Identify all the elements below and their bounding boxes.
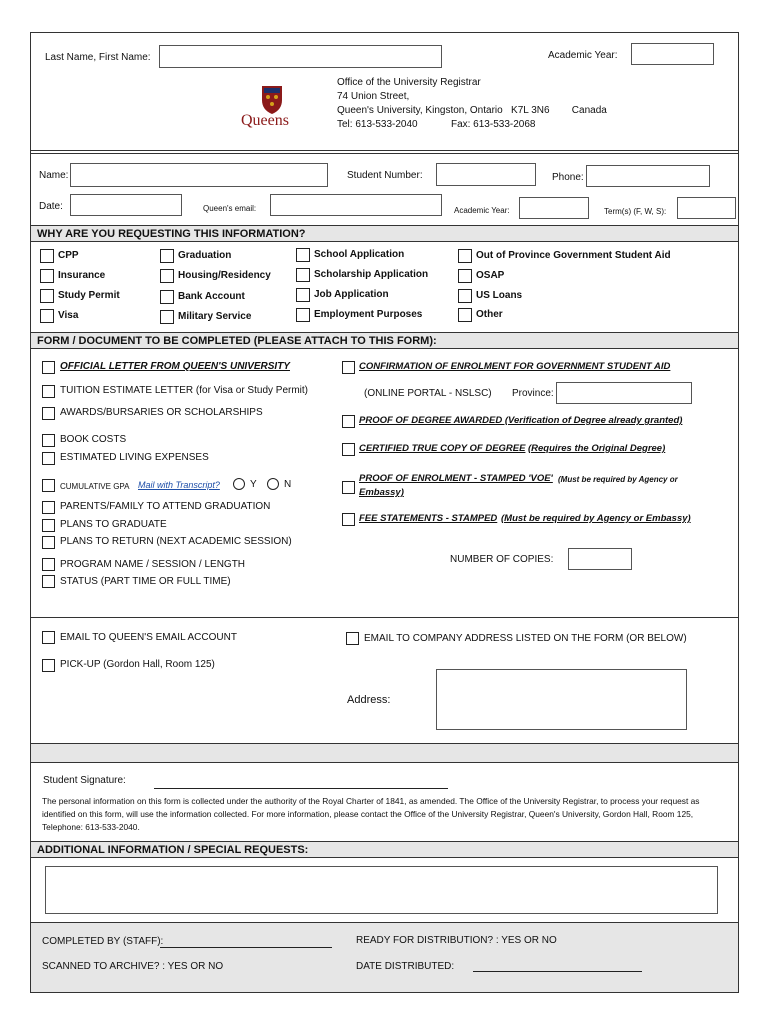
label-parents-family: PARENTS/FAMILY TO ATTEND GRADUATION [60, 501, 271, 512]
last-first-name-label: Last Name, First Name: [45, 52, 151, 63]
address-line-city: Queen's University, Kingston, Ontario K7L 3N6 Canada [337, 105, 607, 116]
scanned-archive-label: SCANNED TO ARCHIVE? : YES OR NO [42, 961, 224, 972]
checkbox-employment[interactable] [296, 308, 310, 322]
student-academic-year-label: Academic Year: [454, 206, 510, 215]
documents-heading: FORM / DOCUMENT TO BE COMPLETED (PLEASE ATTACH TO THIS FORM): [31, 332, 738, 349]
label-employment: Employment Purposes [314, 309, 423, 320]
checkbox-out-of-province-aid[interactable] [458, 249, 472, 263]
radio-yes-label: Y [250, 479, 257, 490]
phone-field[interactable] [586, 165, 710, 187]
checkbox-graduation[interactable] [160, 249, 174, 263]
label-proof-enrolment-note: (Must be required by Agency or [558, 475, 678, 484]
ready-distribution-label: READY FOR DISTRIBUTION? : YES OR NO [356, 935, 557, 946]
checkbox-us-loans[interactable] [458, 289, 472, 303]
label-insurance: Insurance [58, 270, 106, 281]
checkbox-parents-family[interactable] [42, 501, 55, 514]
radio-no-label: N [284, 479, 292, 490]
label-certified-copy: CERTIFIED TRUE COPY OF DEGREE [359, 443, 526, 454]
date-distributed-label: DATE DISTRIBUTED: [356, 961, 455, 972]
checkbox-housing[interactable] [160, 269, 174, 283]
checkbox-official-letter[interactable] [42, 361, 55, 374]
section-divider-delivery [30, 617, 739, 618]
label-cpp: CPP [58, 250, 79, 261]
checkbox-other[interactable] [458, 308, 472, 322]
radio-transcript-yes[interactable] [233, 478, 245, 490]
label-official-letter: OFFICIAL LETTER FROM QUEEN'S UNIVERSITY [60, 361, 290, 372]
checkbox-pickup[interactable] [42, 659, 55, 672]
date-label: Date: [39, 201, 63, 212]
label-program-name: PROGRAM NAME / SESSION / LENGTH [60, 559, 246, 570]
header-academic-year-field[interactable] [631, 43, 714, 65]
label-status: STATUS (PART TIME OR FULL TIME) [60, 576, 231, 587]
signature-line[interactable] [154, 788, 448, 789]
student-academic-year-field[interactable] [519, 197, 589, 219]
label-job-application: Job Application [314, 289, 389, 300]
copies-label: NUMBER OF COPIES: [450, 554, 554, 565]
label-fee-statements: FEE STATEMENTS - STAMPED [359, 513, 498, 524]
label-scholarship-application: Scholarship Application [314, 269, 429, 280]
signature-label: Student Signature: [43, 775, 126, 786]
privacy-notice: The personal information on this form is collected under the authority of the Royal Charter of 1841, as amended. The Office of the University Registrar, to process your request as identified on this form, will use the information collected. For more information, please contact the Office of the University Registrar, Queen's University, Gordon Hall, Room 125, Telephone: 613-533-2040. [42, 796, 700, 832]
checkbox-book-costs[interactable] [42, 434, 55, 447]
additional-heading: ADDITIONAL INFORMATION / SPECIAL REQUESTS: [31, 841, 738, 858]
checkbox-awards[interactable] [42, 407, 55, 420]
header-academic-year-label: Academic Year: [548, 50, 618, 61]
registrar-address [337, 76, 607, 132]
completed-by-line[interactable] [160, 947, 332, 948]
checkbox-insurance[interactable] [40, 269, 54, 283]
label-proof-degree: PROOF OF DEGREE AWARDED (Verification of Degree already granted) [359, 415, 683, 426]
address-line-office: Office of the University Registrar [337, 77, 481, 88]
label-email-queens: EMAIL TO QUEEN'S EMAIL ACCOUNT [60, 632, 237, 643]
province-label: Province: [512, 388, 554, 399]
checkbox-cumulative-gpa[interactable] [42, 479, 55, 492]
label-awards: AWARDS/BURSARIES OR SCHOLARSHIPS [60, 407, 263, 418]
label-proof-enrolment: PROOF OF ENROLMENT - STAMPED 'VOE' [359, 473, 553, 484]
checkbox-confirmation-enrolment[interactable] [342, 361, 355, 374]
checkbox-study-permit[interactable] [40, 289, 54, 303]
queens-logo-text: Queens [241, 112, 289, 129]
name-label: Name: [39, 170, 69, 181]
phone-label: Phone: [552, 172, 584, 183]
checkbox-military[interactable] [160, 310, 174, 324]
copies-field[interactable] [568, 548, 632, 570]
label-out-of-province-aid: Out of Province Government Student Aid [476, 250, 671, 261]
address-field[interactable] [436, 669, 687, 730]
label-us-loans: US Loans [476, 290, 523, 301]
queens-email-label: Queen's email: [203, 204, 257, 213]
checkbox-plans-graduate[interactable] [42, 519, 55, 532]
staff-section [31, 922, 738, 992]
label-confirmation-enrolment: CONFIRMATION OF ENROLMENT FOR GOVERNMENT STUDENT AID [359, 361, 671, 372]
checkbox-job-application[interactable] [296, 288, 310, 302]
date-distributed-line[interactable] [473, 971, 642, 972]
section-divider [30, 150, 739, 154]
checkbox-osap[interactable] [458, 269, 472, 283]
checkbox-fee-statements[interactable] [342, 513, 355, 526]
checkbox-program-name[interactable] [42, 558, 55, 571]
checkbox-school-application[interactable] [296, 248, 310, 262]
label-study-permit: Study Permit [58, 290, 120, 301]
address-line-phone: Tel: 613-533-2040 Fax: 613-533-2068 [337, 119, 536, 130]
why-heading: WHY ARE YOU REQUESTING THIS INFORMATION? [31, 225, 738, 242]
label-bank-account: Bank Account [178, 291, 245, 302]
label-cumulative-gpa: CUMULATIVE GPA [60, 482, 130, 491]
label-school-application: School Application [314, 249, 405, 260]
label-tuition-estimate: TUITION ESTIMATE LETTER (for Visa or Study Permit) [60, 385, 309, 396]
label-email-company: EMAIL TO COMPANY ADDRESS LISTED ON THE FORM (OR BELOW) [364, 633, 687, 644]
label-pickup: PICK-UP (Gordon Hall, Room 125) [60, 659, 215, 670]
checkbox-proof-degree[interactable] [342, 415, 355, 428]
date-field[interactable] [70, 194, 182, 216]
checkbox-bank-account[interactable] [160, 290, 174, 304]
checkbox-scholarship-application[interactable] [296, 268, 310, 282]
label-certified-copy-note: (Requires the Original Degree) [528, 443, 666, 454]
checkbox-cpp[interactable] [40, 249, 54, 263]
label-osap: OSAP [476, 270, 505, 281]
student-number-label: Student Number: [347, 170, 423, 181]
radio-transcript-no[interactable] [267, 478, 279, 490]
label-other: Other [476, 309, 503, 320]
completed-by-label: COMPLETED BY (STAFF): [42, 936, 164, 947]
label-proof-enrolment-note2: Embassy) [359, 487, 404, 498]
checkbox-tuition-estimate[interactable] [42, 385, 55, 398]
checkbox-status[interactable] [42, 575, 55, 588]
label-plans-graduate: PLANS TO GRADUATE [60, 519, 167, 530]
label-housing: Housing/Residency [178, 270, 271, 281]
additional-info-field[interactable] [45, 866, 718, 914]
label-military: Military Service [178, 311, 252, 322]
checkbox-certified-copy[interactable] [342, 443, 355, 456]
label-living-expenses: ESTIMATED LIVING EXPENSES [60, 452, 209, 463]
address-label: Address: [347, 694, 391, 706]
grey-separator-band [31, 743, 738, 763]
label-plans-return: PLANS TO RETURN (NEXT ACADEMIC SESSION) [60, 536, 292, 547]
label-visa: Visa [58, 310, 79, 321]
checkbox-plans-return[interactable] [42, 536, 55, 549]
checkbox-visa[interactable] [40, 309, 54, 323]
terms-field[interactable] [677, 197, 736, 219]
checkbox-email-company[interactable] [346, 632, 359, 645]
last-first-name-field[interactable] [159, 45, 442, 68]
label-fee-statements-note: (Must be required by Agency or Embassy) [501, 513, 691, 524]
terms-label: Term(s) (F, W, S): [604, 207, 667, 216]
label-online-portal: (ONLINE PORTAL - NSLSC) [364, 388, 492, 399]
queens-email-field[interactable] [270, 194, 442, 216]
checkbox-living-expenses[interactable] [42, 452, 55, 465]
province-field[interactable] [556, 382, 692, 404]
checkbox-email-queens[interactable] [42, 631, 55, 644]
student-number-field[interactable] [436, 163, 536, 186]
address-line-street: 74 Union Street, [337, 91, 410, 102]
checkbox-proof-enrolment[interactable] [342, 481, 355, 494]
label-book-costs: BOOK COSTS [60, 434, 127, 445]
label-graduation: Graduation [178, 250, 232, 261]
name-field[interactable] [70, 163, 328, 187]
mail-transcript-link[interactable]: Mail with Transcript? [138, 480, 220, 490]
